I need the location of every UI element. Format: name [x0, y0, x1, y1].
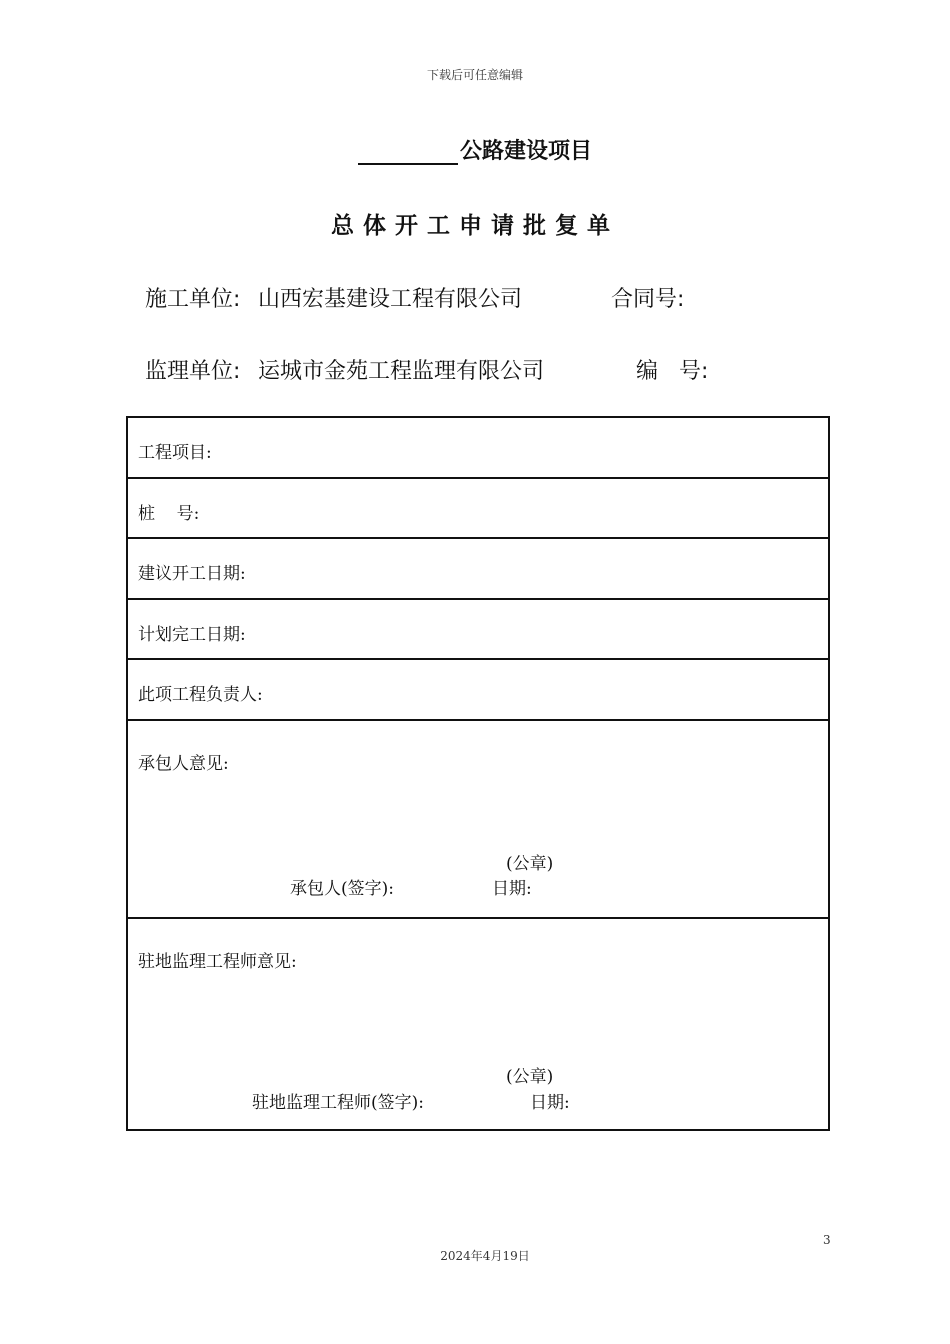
row-finish-date — [128, 600, 828, 661]
row-manager — [128, 660, 828, 721]
row-project — [128, 418, 828, 479]
project-title-text: 公路建设项目 — [459, 139, 592, 164]
finish-date-label: 计划完工日期: — [138, 624, 246, 645]
row-contractor-opinion — [128, 721, 828, 919]
contractor-sign-label: 承包人(签字): — [290, 878, 394, 899]
start-date-label: 建议开工日期: — [138, 564, 246, 584]
supervision-unit-value: 运城市金苑工程监理有限公司 — [258, 359, 545, 384]
serial-number-label: 编 号: — [636, 359, 709, 384]
blank-underline — [358, 139, 458, 165]
contractor-opinion-label: 承包人意见: — [138, 753, 229, 774]
project-label: 工程项目: — [138, 443, 212, 463]
supervisor-seal: (公章) — [506, 1066, 554, 1087]
contractor-date-label: 日期: — [492, 878, 532, 899]
supervisor-sign-label: 驻地监理工程师(签字): — [252, 1092, 424, 1113]
form-title: 总体开工申请批复单 — [331, 213, 619, 239]
row-stake — [128, 479, 828, 540]
header-note: 下载后可任意编辑 — [426, 68, 523, 82]
stake-label: 桩 号: — [138, 503, 200, 524]
contractor-seal: (公章) — [506, 853, 554, 874]
contract-number-label: 合同号: — [611, 287, 685, 312]
project-title — [0, 134, 950, 165]
supervision-unit-label: 监理单位: — [145, 359, 241, 384]
page-number: 3 — [823, 1233, 831, 1247]
row-supervisor-opinion — [128, 919, 828, 1129]
construction-unit-label: 施工单位: — [145, 287, 241, 312]
supervisor-date-label: 日期: — [530, 1092, 570, 1113]
application-form-table — [126, 416, 830, 1131]
supervisor-opinion-label: 驻地监理工程师意见: — [138, 951, 297, 972]
footer-date: 2024年4月19日 — [440, 1249, 530, 1263]
manager-label: 此项工程负责人: — [138, 685, 263, 705]
row-start-date — [128, 539, 828, 600]
construction-unit-value: 山西宏基建设工程有限公司 — [258, 287, 523, 312]
